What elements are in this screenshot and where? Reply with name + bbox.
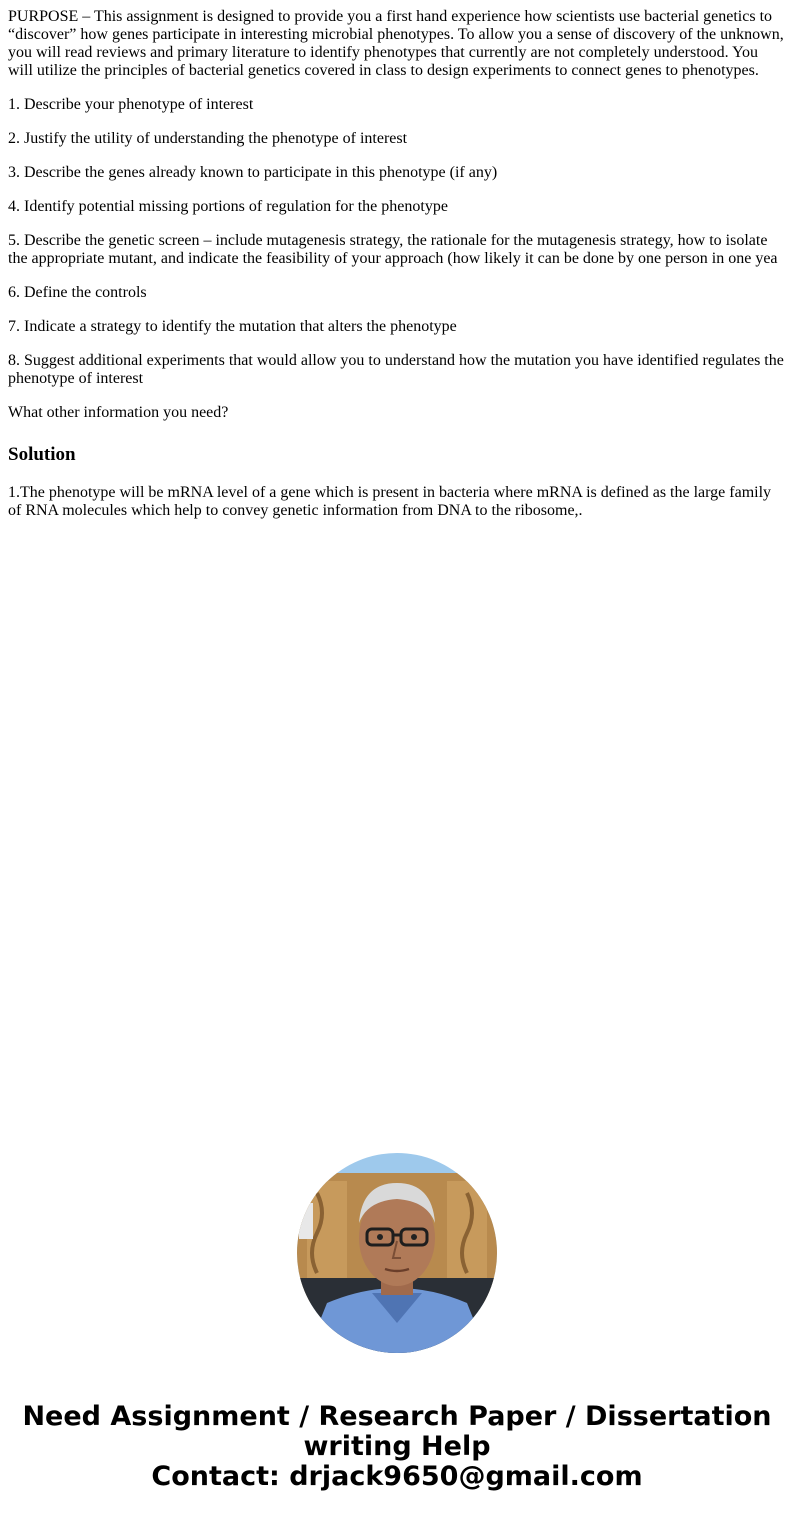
purpose-paragraph: PURPOSE – This assignment is designed to provide you a first hand experience how scientists use bacterial genetics to “discover” how genes participate in interesting microbial phenotypes. To allow you a sense of discovery of the unknown, you will read reviews and primary literature to identify phenotypes that currently are not completely understood. You will utilize the principles of bacterial genetics covered in class to design experiments to connect genes to phenotypes. <box>8 8 784 79</box>
question-item-6: 6. Define the controls <box>8 284 147 301</box>
question-item-3: 3. Describe the genes already known to participate in this phenotype (if any) <box>8 164 498 181</box>
question-item-4: 4. Identify potential missing portions of regulation for the phenotype <box>8 198 448 215</box>
extra-question: What other information you need? <box>8 404 229 421</box>
document-body <box>8 8 786 536</box>
question-item-7: 7. Indicate a strategy to identify the mutation that alters the phenotype <box>8 318 457 335</box>
solution-text: 1.The phenotype will be mRNA level of a gene which is present in bacteria where mRNA is defined as the large family of RNA molecules which help to convey genetic information from DNA to the ribosome,. <box>8 484 772 519</box>
promo-contact: Contact: drjack9650@gmail.com <box>151 1461 643 1492</box>
question-item-8: 8. Suggest additional experiments that would allow you to understand how the mutation you have identified regulates the phenotype of interest <box>8 352 784 387</box>
question-item-1: 1. Describe your phenotype of interest <box>8 96 254 113</box>
solution-heading: Solution <box>8 444 76 465</box>
question-item-2: 2. Justify the utility of understanding the phenotype of interest <box>8 130 408 147</box>
author-avatar <box>297 1153 497 1353</box>
promo-banner <box>0 1402 794 1492</box>
question-item-5: 5. Describe the genetic screen – include mutagenesis strategy, the rationale for the mutagenesis strategy, how to isolate the appropriate mutant, and indicate the feasibility of your approach (how likely it can be done by one person in one yea <box>8 232 778 267</box>
promo-line-2: writing Help <box>303 1431 491 1462</box>
promo-line-1: Need Assignment / Research Paper / Dissertation <box>22 1401 772 1432</box>
